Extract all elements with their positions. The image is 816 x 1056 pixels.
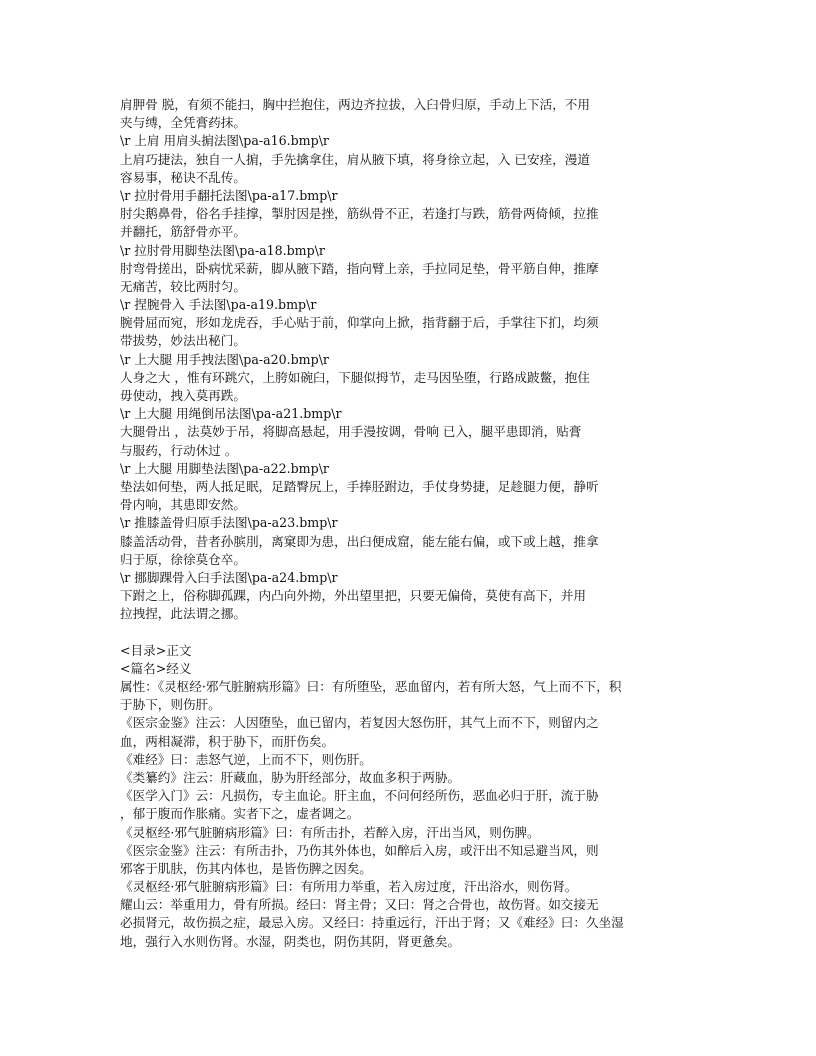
text-line: 《医宗金鉴》注云：有所击扑，乃伤其外体也，如醉后入房，或汗出不知忌避当风，则: [120, 842, 599, 858]
text-line: ，郁于腹而作胀痛。实者下之，虚者调之。: [120, 806, 360, 822]
text-line: 《类纂约》注云：肝藏血，胁为肝经部分，故血多积于两胁。: [120, 769, 461, 785]
text-line: 与服药，行动休过 。: [120, 442, 238, 458]
text-line: 腕骨屈而宛，形如龙虎吞，手心贴于前，仰掌向上掀，指背翻于后，手掌往下扪，均须: [120, 315, 599, 331]
text-line: 《灵枢经·邪气脏腑病形篇》曰：有所击扑，若醉入房，汗出当风，则伤脾。: [120, 824, 540, 840]
text-line: 夹与缚，全凭膏药抹。: [120, 115, 246, 131]
image-reference-line: \r 上大腿 用脚垫法图\pa-a22.bmp\r: [120, 460, 329, 476]
text-line: 带拔势，妙法出秘门。: [120, 333, 246, 349]
text-line: 属性：《灵枢经·邪气脏腑病形篇》曰：有所堕坠，恶血留内，若有所大怒，气上而不下，积: [120, 679, 622, 694]
image-reference-line: \r 挪脚踝骨入臼手法图\pa-a24.bmp\r: [120, 569, 338, 585]
section-classic-meaning: [120, 642, 700, 951]
text-line: 上肩巧捷法，独自一人掮，手先擒拿住，肩从腋下填，将身徐立起，入 已安痊，漫道: [120, 151, 590, 167]
text-line: 垫法如何垫，两人抵足眠，足踏臀尻上，手捧胫跗边，手仗身势捷，足趁腿力便，静听: [120, 478, 599, 494]
text-line: 骨内响，其患即安然。: [120, 497, 246, 513]
text-line: 《难经》曰：恚怒气逆，上而不下，则伤肝。: [120, 751, 372, 767]
text-line: 并翻托，筋舒骨亦平。: [120, 224, 246, 240]
image-reference-line: \r 上大腿 用绳倒吊法图\pa-a21.bmp\r: [120, 406, 342, 422]
text-line: 下跗之上，俗称脚孤踝，内凸向外拗，外出望里把，只要无偏倚，莫使有高下，并用: [120, 588, 586, 604]
section-spacer: [120, 623, 700, 641]
image-reference-line: \r 上肩 用肩头掮法图\pa-a16.bmp\r: [120, 133, 329, 149]
image-reference-line: \r 捏腕骨入 手法图\pa-a19.bmp\r: [120, 297, 317, 313]
text-line: 拉拽捏，此法谓之挪。: [120, 606, 246, 622]
text-line: 膝盖活动骨，昔者孙膑刖，离窠即为患，出臼便成窟，能左能右偏，或下或上越，推拿: [120, 533, 599, 549]
image-reference-line: \r 推膝盖骨归原手法图\pa-a23.bmp\r: [120, 515, 338, 531]
text-line: 肘尖鹅鼻骨，俗名手挂撑，掣肘因是挫，筋纵骨不正，若逢打与跌，筋骨两倚倾，拉推: [120, 206, 599, 222]
text-line: 于胁下，则伤肝。: [120, 697, 221, 713]
text-line: 大腿骨出 ，法莫妙于吊，将脚高悬起，用手漫按调，骨响 已入，腿平患即消，贴膏: [120, 424, 582, 440]
image-reference-line: \r 拉肘骨用脚垫法图\pa-a18.bmp\r: [120, 242, 325, 258]
text-line: 肘弯骨搓出，卧病忧采薪，脚从腋下踏，指向臂上亲，手拉同足垫，骨平筋自伸，推摩: [120, 260, 599, 276]
catalog-heading: <目录>正文: [120, 642, 192, 658]
text-line: 血，两相凝滞，积于胁下，而肝伤矣。: [120, 733, 335, 749]
image-reference-line: \r 拉肘骨用手翻托法图\pa-a17.bmp\r: [120, 187, 338, 203]
text-line: 地，强行入水则伤肾。水湿，阴类也，阴伤其阴，肾更惫矣。: [120, 933, 461, 949]
text-line: 容易事，秘诀不乱传。: [120, 169, 246, 185]
text-line: 无痛苦，较比两肘匀。: [120, 278, 246, 294]
text-line: 归于原，徐徐莫仓卒。: [120, 551, 246, 567]
text-line: 《灵枢经·邪气脏腑病形篇》曰：有所用力举重，若入房过度，汗出浴水，则伤肾。: [120, 879, 578, 895]
text-line: 耀山云：举重用力，骨有所损。经曰：肾主骨；又曰：肾之合骨也，故伤肾。如交接无: [120, 897, 599, 913]
text-line: 邪客于肌肤，伤其内体也，是皆伤脾之因矣。: [120, 860, 372, 876]
document-page: [120, 96, 700, 951]
text-line: 人身之大 ，惟有环跳穴，上胯如碗臼，下腿似拇节，走马因坠堕，行路成跛鳖，抱住: [120, 369, 590, 385]
chapter-heading: <篇名>经义: [120, 660, 192, 676]
image-reference-line: \r 上大腿 用手拽法图\pa-a20.bmp\r: [120, 351, 329, 367]
text-line: 必损肾元，故伤损之症，最忌入房。又经曰：持重远行，汗出于肾；又《难经》曰：久坐湿: [120, 915, 624, 931]
text-line: 《医宗金鉴》注云：人因堕坠，血已留内，若复因大怒伤肝，其气上而不下，则留内之: [120, 715, 599, 731]
text-line: 毋使动，拽入莫再跌。: [120, 388, 246, 403]
text-line: 肩胛骨 脱，有须不能扫，胸中拦抱住，两边齐拉拔，入臼骨归原，手动上下活，不用: [120, 97, 590, 112]
text-line: 《医学入门》云：凡损伤，专主血论。肝主血，不问何经所伤，恶血必归于肝，流于胁: [120, 788, 599, 804]
section-bone-setting-verses: [120, 96, 700, 623]
